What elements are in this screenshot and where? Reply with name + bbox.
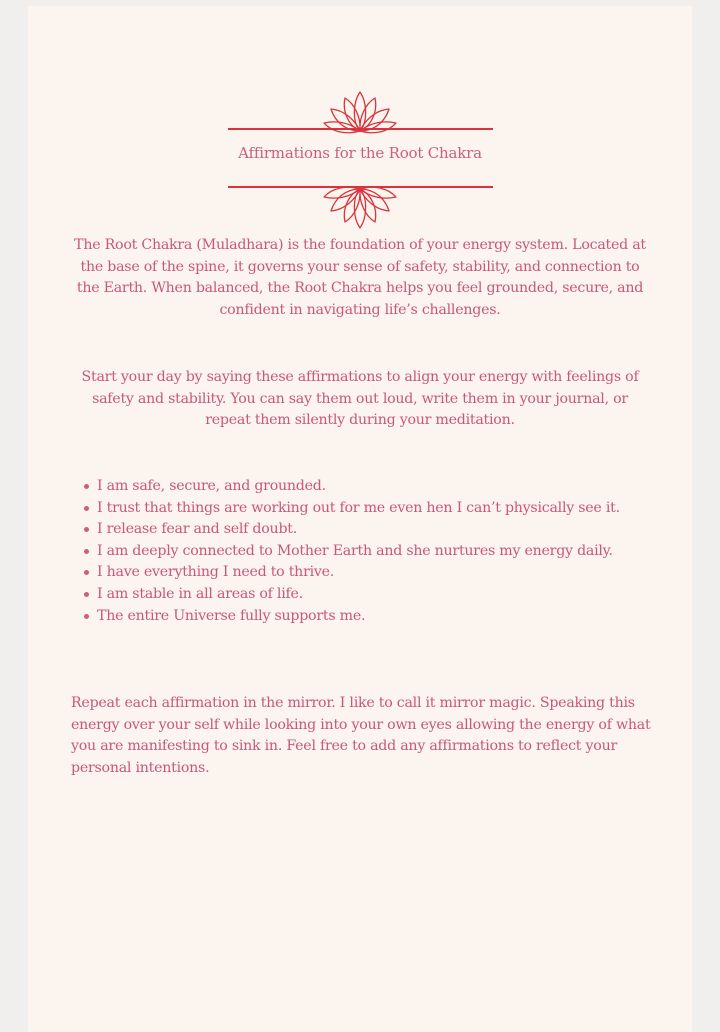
bullet-icon [84, 570, 89, 575]
affirmation-text: I trust that things are working out for me even hen I can’t physically see it. [97, 499, 620, 516]
list-item [80, 498, 680, 520]
list-item [80, 584, 680, 606]
affirmation-text: I have everything I need to thrive. [97, 564, 335, 581]
affirmations-list [80, 476, 680, 627]
page-title: Affirmations for the Root Chakra [238, 144, 482, 162]
bullet-icon [84, 527, 89, 532]
title-ornament [28, 6, 692, 236]
lotus-icon [322, 184, 398, 230]
bullet-icon [84, 484, 89, 489]
list-item [80, 562, 680, 584]
lotus-icon [322, 90, 398, 136]
list-item [80, 519, 680, 541]
list-item [80, 476, 680, 498]
closing-paragraph: Repeat each affirmation in the mirror. I like to call it mirror magic. Speaking this energy over your self while looking into your own eyes allowing the energy of what you are manifesting to sink in. Feel free to add any affirmations to reflect your personal intentions. [71, 695, 651, 776]
affirmation-text: I am deeply connected to Mother Earth and she nurtures my energy daily. [97, 542, 613, 559]
intro-paragraph: The Root Chakra (Muladhara) is the foundation of your energy system. Located at the base of the spine, it governs your sense of safety, stability, and connection to the Earth. When balanced, the Root Chakra helps you feel grounded, secure, and confident in navigating life’s challenges. [74, 237, 646, 318]
instructions-paragraph: Start your day by saying these affirmations to align your energy with feelings of safety and stability. You can say them out loud, write them in your journal, or repeat them silently during your meditation. [81, 369, 639, 429]
affirmation-text: I am stable in all areas of life. [97, 585, 303, 602]
list-item [80, 541, 680, 563]
bullet-icon [84, 549, 89, 554]
bullet-icon [84, 506, 89, 511]
affirmation-text: The entire Universe fully supports me. [97, 607, 366, 624]
affirmation-text: I am safe, secure, and grounded. [97, 478, 326, 494]
bullet-icon [84, 592, 89, 597]
affirmation-text: I release fear and self doubt. [97, 521, 297, 538]
bullet-icon [84, 614, 89, 619]
document-page [28, 6, 692, 1032]
list-item [80, 606, 680, 628]
